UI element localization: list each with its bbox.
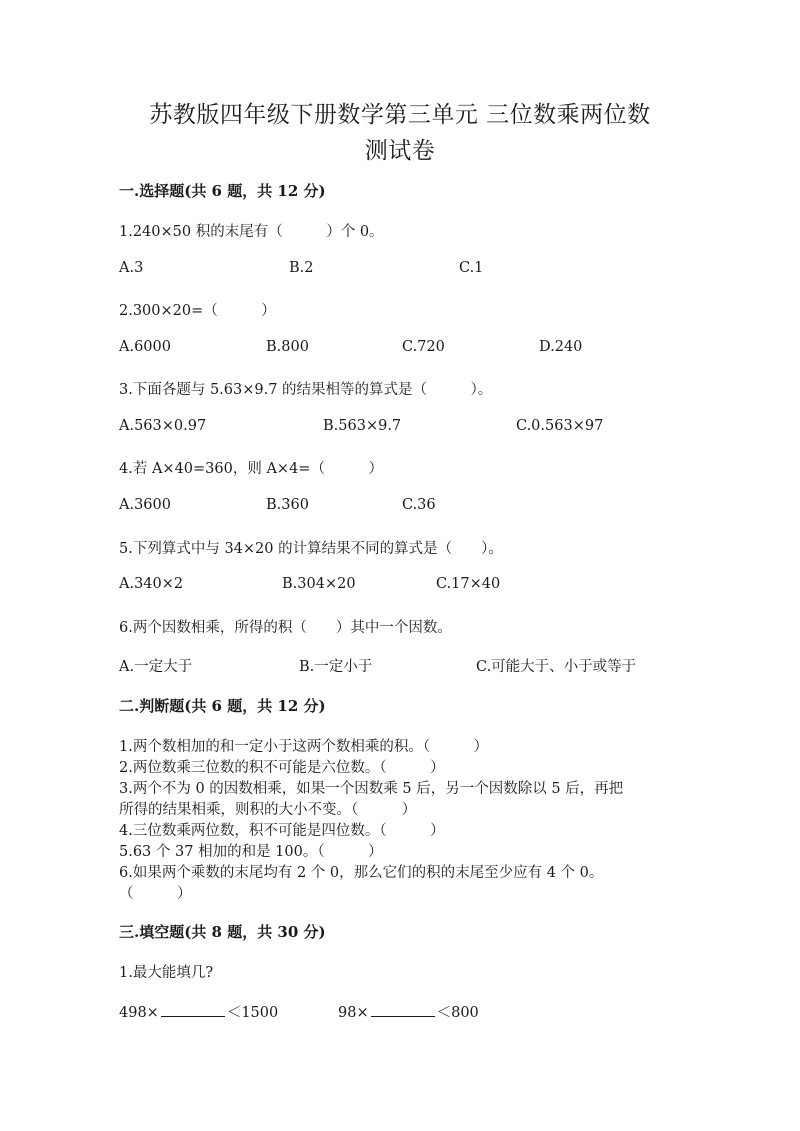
section-heading-fill: 三.填空题(共 8 题，共 30 分) [119, 923, 326, 941]
answer-blank[interactable] [371, 1004, 435, 1017]
option-d: D.240 [539, 339, 583, 355]
judge-line: （ ） [119, 886, 192, 902]
judge-line: 3.两个不为 0 的因数相乘，如果一个因数乘 5 后，另一个因数除以 5 后，再把 [119, 781, 624, 797]
judge-line: 所得的结果相乘，则积的大小不变。（ ） [119, 802, 417, 818]
option-b: B.800 [266, 339, 309, 355]
question-text: 2.300×20=（ ） [119, 303, 276, 319]
section-heading-choice: 一.选择题(共 6 题，共 12 分) [119, 182, 326, 200]
option-a: A.3 [119, 260, 144, 276]
option-a: A.6000 [119, 339, 171, 355]
judge-line: 6.如果两个乘数的末尾均有 2 个 0，那么它们的积的末尾至少应有 4 个 0。 [119, 865, 604, 881]
option-c: C.可能大于、小于或等于 [476, 659, 637, 675]
option-a: A.340×2 [119, 576, 184, 592]
question-text: 6.两个因数相乘，所得的积（ ）其中一个因数。 [119, 620, 452, 636]
option-b: B.563×9.7 [323, 418, 402, 434]
question-text: 3.下面各题与 5.63×9.7 的结果相等的算式是（ ）。 [119, 382, 493, 398]
option-c: C.17×40 [436, 576, 501, 592]
question-text: 4.若 A×40=360，则 A×4=（ ） [119, 461, 383, 477]
question-text: 1.240×50 积的末尾有（ ）个 0。 [119, 224, 384, 240]
option-b: B.一定小于 [299, 659, 373, 675]
page-title-line2: 测试卷 [364, 138, 436, 164]
option-a: A.563×0.97 [119, 418, 207, 434]
option-c: C.720 [402, 339, 445, 355]
section-heading-judge: 二.判断题(共 6 题，共 12 分) [119, 697, 326, 715]
expression-left: 498× [119, 1005, 159, 1021]
expression-right: ＜1500 [226, 1005, 279, 1021]
fill-expression [119, 1001, 278, 1022]
judge-line: 2.两位数乘三位数的积不可能是六位数。（ ） [119, 760, 445, 776]
option-a: A.一定大于 [119, 659, 193, 675]
option-b: B.304×20 [282, 576, 356, 592]
question-text: 5.下列算式中与 34×20 的计算结果不同的算式是（ ）。 [119, 541, 503, 557]
judge-line: 5.63 个 37 相加的和是 100。（ ） [119, 844, 383, 860]
judge-line: 4.三位数乘两位数，积不可能是四位数。（ ） [119, 823, 445, 839]
question-text: 1.最大能填几? [119, 965, 214, 981]
option-a: A.3600 [119, 497, 171, 513]
option-c: C.1 [459, 260, 484, 276]
page-title: 苏教版四年级下册数学第三单元 三位数乘两位数 [149, 102, 651, 128]
option-b: B.2 [289, 260, 314, 276]
expression-left: 98× [338, 1005, 369, 1021]
option-c: C.36 [402, 497, 436, 513]
judge-line: 1.两个数相加的和一定小于这两个数相乘的积。（ ） [119, 739, 489, 755]
expression-right: ＜800 [436, 1005, 479, 1021]
option-b: B.360 [266, 497, 309, 513]
answer-blank[interactable] [161, 1004, 225, 1017]
fill-expression [338, 1001, 479, 1022]
option-c: C.0.563×97 [516, 418, 604, 434]
